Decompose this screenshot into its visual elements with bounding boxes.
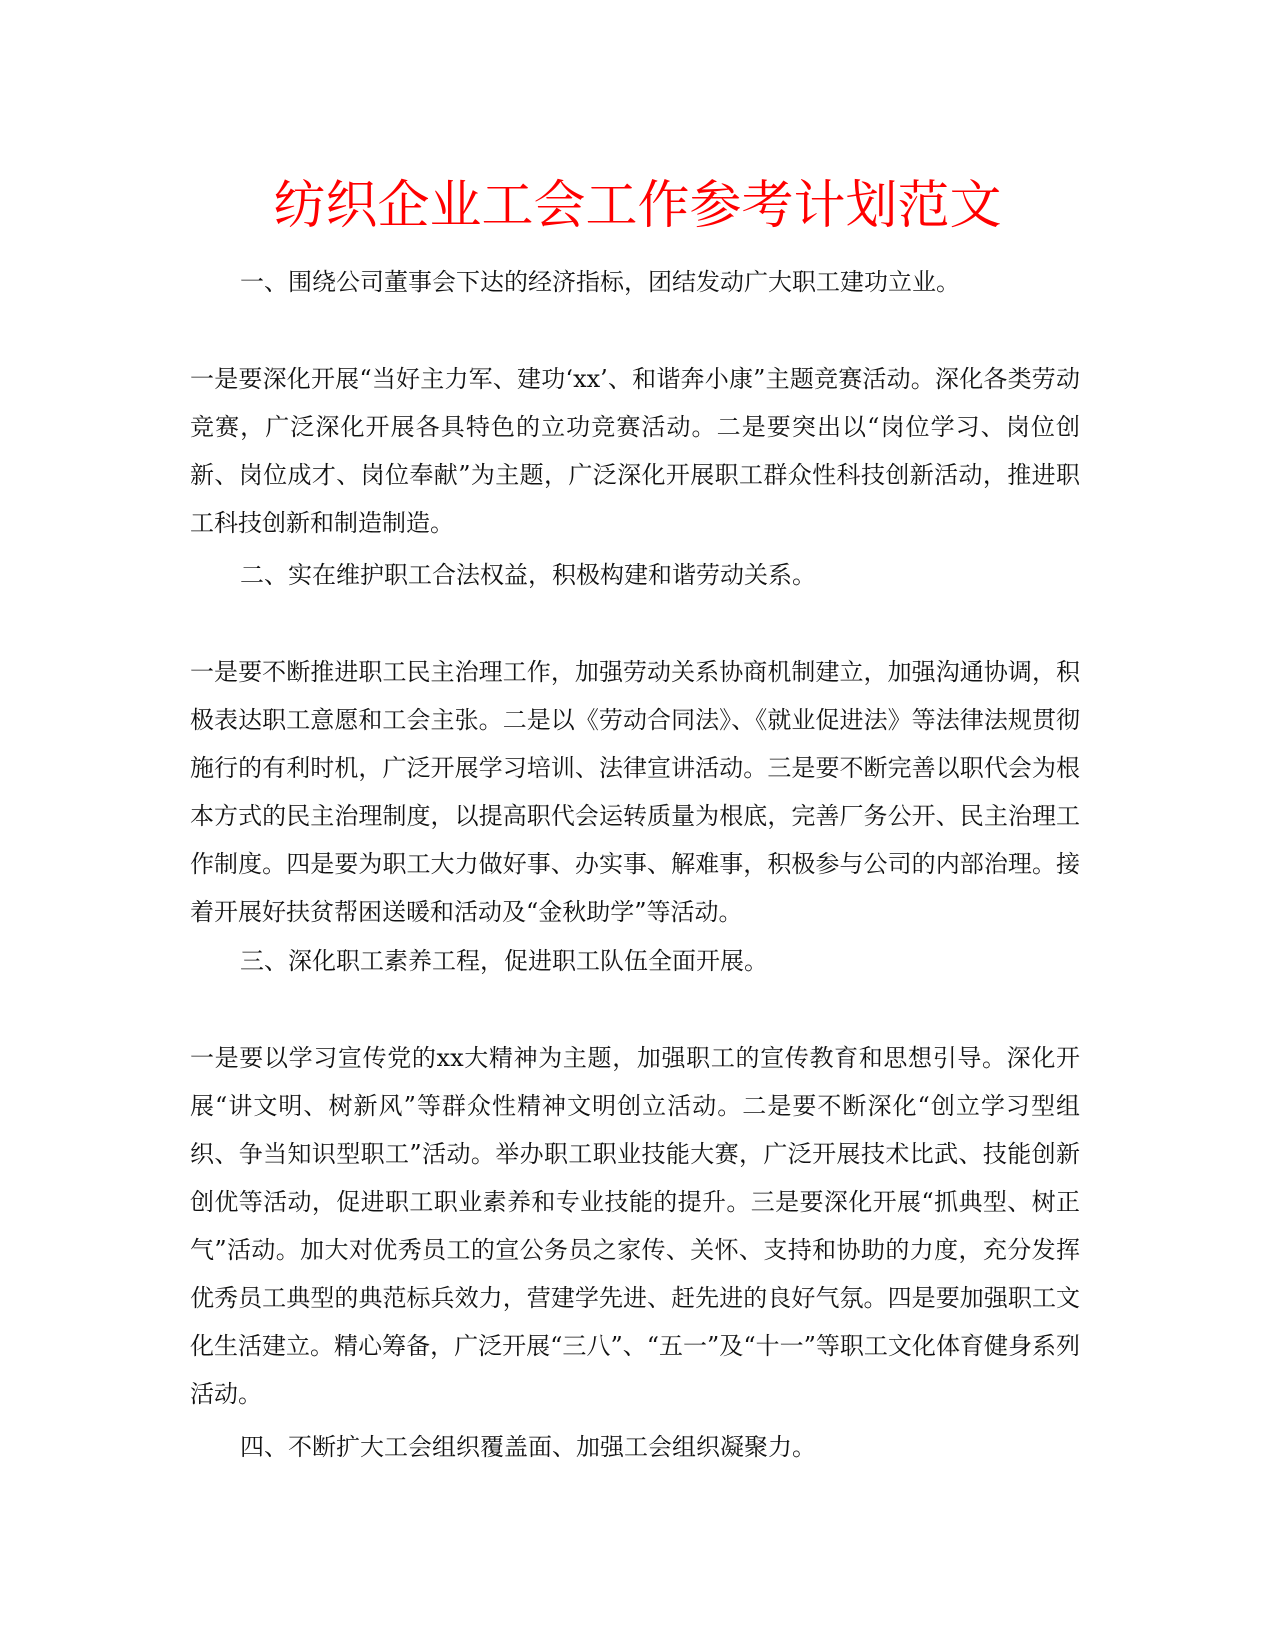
document-title: 纺织企业工会工作参考计划范文 (273, 176, 1002, 236)
section-body-1: 一是要深化开展“当好主力军、建功‘xx’、和谐奔小康”主题竞赛活动。深化各类劳动竞赛，广泛深化开展各具特色的立功竞赛活动。二是要突出以“岗位学习、岗位创新、岗位成才、岗位奉献”为主题，广泛深化开展职工群众性科技创新活动，推进职工科技创新和制造制造。 (190, 365, 1080, 537)
section-body-3: 一是要以学习宣传党的xx大精神为主题，加强职工的宣传教育和思想引导。深化开展“讲文明、树新风”等群众性精神文明创立活动。二是要不断深化“创立学习型组织、争当知识型职工”活动。举办职工职业技能大赛，广泛开展技术比武、技能创新创优等活动，促进职工职业素养和专业技能的提升。三是要深化开展“抓典型、树正气”活动。加大对优秀员工的宣公务员之家传、关怀、支持和协助的力度，充分发挥优秀员工典型的典范标兵效力，营建学先进、赶先进的良好气氛。四是要加强职工文化生活建立。精心筹备，广泛开展“三八”、“五一”及“十一”等职工文化体育健身系列活动。 (190, 1044, 1080, 1408)
section-body-2: 一是要不断推进职工民主治理工作，加强劳动关系协商机制建立，加强沟通协调，积极表达职工意愿和工会主张。二是以《劳动合同法》、《就业促进法》等法律法规贯彻施行的有利时机，广泛开展学习培训、法律宣讲活动。三是要不断完善以职代会为根本方式的民主治理制度，以提高职代会运转质量为根底，完善厂务公开、民主治理工作制度。四是要为职工大力做好事、办实事、解难事，积极参与公司的内部治理。接着开展好扶贫帮困送暖和活动及“金秋助学”等活动。 (190, 658, 1080, 926)
section-heading-2: 二、实在维护职工合法权益，积极构建和谐劳动关系。 (240, 561, 816, 589)
section-heading-1: 一、围绕公司董事会下达的经济指标，团结发动广大职工建功立业。 (240, 268, 960, 296)
section-heading-3: 三、深化职工素养工程，促进职工队伍全面开展。 (240, 947, 768, 975)
section-heading-4: 四、不断扩大工会组织覆盖面、加强工会组织凝聚力。 (240, 1433, 816, 1461)
